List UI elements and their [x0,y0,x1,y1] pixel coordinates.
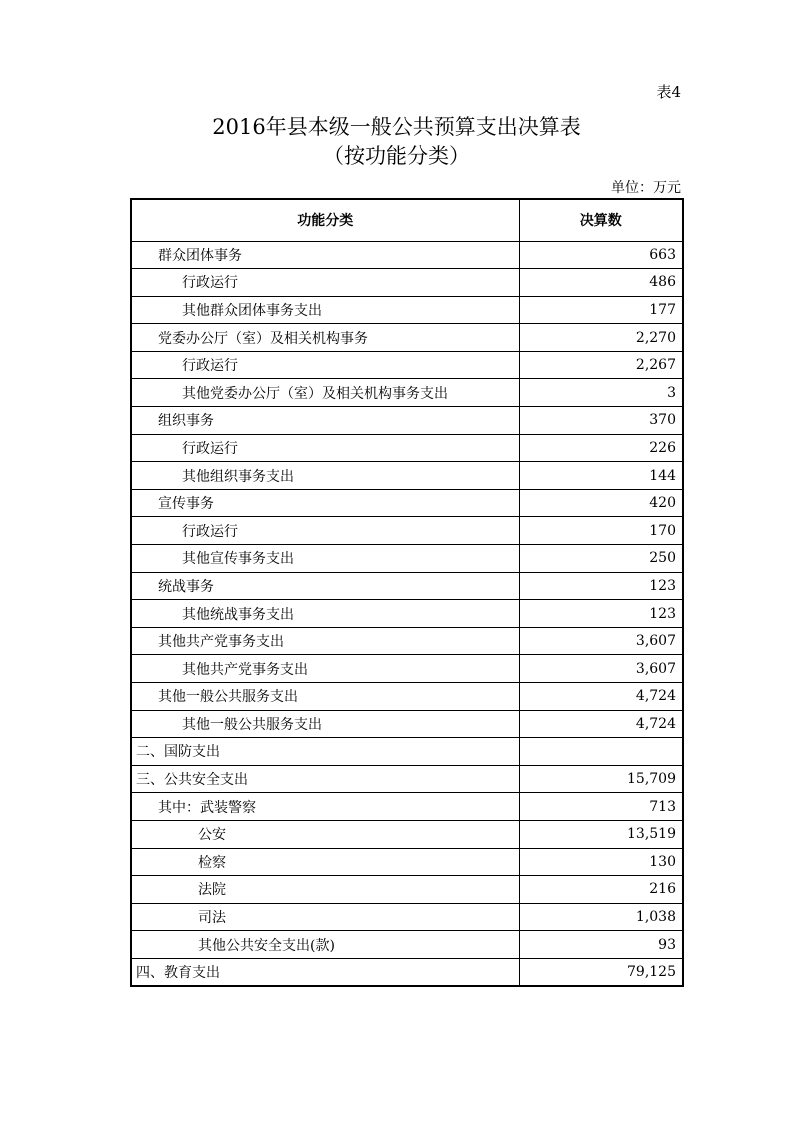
row-category: 行政运行 [131,434,519,462]
table-row [131,241,683,269]
table-row [131,600,683,628]
row-category: 宣传事务 [131,489,519,517]
unit-label: 单位：万元 [611,180,681,196]
table-row [131,793,683,821]
table-row [131,296,683,324]
row-category: 司法 [131,903,519,931]
table-row [131,269,683,297]
row-category: 行政运行 [131,269,519,297]
row-amount: 713 [519,793,683,821]
row-category: 二、国防支出 [131,738,519,766]
table-row [131,517,683,545]
row-category: 统战事务 [131,572,519,600]
row-category: 其中：武装警察 [131,793,519,821]
row-amount: 3,607 [519,627,683,655]
page-subtitle: （按功能分类） [323,144,470,168]
row-amount: 144 [519,462,683,490]
row-amount: 4,724 [519,710,683,738]
row-amount: 420 [519,489,683,517]
row-amount: 123 [519,572,683,600]
row-category: 三、公共安全支出 [131,765,519,793]
table-row [131,572,683,600]
header-amount: 决算数 [519,199,683,241]
row-amount: 4,724 [519,683,683,711]
row-amount: 1,038 [519,903,683,931]
expenditure-table [130,198,684,987]
table-row [131,627,683,655]
row-amount: 15,709 [519,765,683,793]
table-row [131,710,683,738]
row-amount: 170 [519,517,683,545]
page-title: 2016年县本级一般公共预算支出决算表 [212,115,581,139]
row-amount: 93 [519,931,683,959]
row-amount: 3 [519,379,683,407]
table-row [131,489,683,517]
row-category: 其他公共安全支出(款) [131,931,519,959]
row-amount: 130 [519,848,683,876]
row-category: 行政运行 [131,351,519,379]
row-category: 其他共产党事务支出 [131,627,519,655]
table-row [131,683,683,711]
table-body [131,241,683,986]
table-number: 表4 [656,83,681,101]
table-row [131,738,683,766]
table-row [131,324,683,352]
row-category: 其他一般公共服务支出 [131,710,519,738]
row-category: 其他宣传事务支出 [131,545,519,573]
row-amount: 663 [519,241,683,269]
row-category: 其他统战事务支出 [131,600,519,628]
table-row [131,931,683,959]
row-amount: 226 [519,434,683,462]
table-header-row [131,199,683,241]
table-row [131,958,683,986]
table-row [131,545,683,573]
row-category: 其他党委办公厅（室）及相关机构事务支出 [131,379,519,407]
row-amount: 250 [519,545,683,573]
row-amount: 79,125 [519,958,683,986]
row-category: 其他共产党事务支出 [131,655,519,683]
row-category: 公安 [131,820,519,848]
row-category: 群众团体事务 [131,241,519,269]
row-category: 其他一般公共服务支出 [131,683,519,711]
table-row [131,876,683,904]
header-category: 功能分类 [131,199,519,241]
row-amount: 123 [519,600,683,628]
row-category: 党委办公厅（室）及相关机构事务 [131,324,519,352]
table-row [131,462,683,490]
table-row [131,655,683,683]
row-category: 检察 [131,848,519,876]
row-amount: 370 [519,407,683,435]
table-row [131,903,683,931]
row-category: 法院 [131,876,519,904]
row-category: 四、教育支出 [131,958,519,986]
row-category: 其他群众团体事务支出 [131,296,519,324]
row-amount: 2,267 [519,351,683,379]
row-category: 其他组织事务支出 [131,462,519,490]
table-row [131,434,683,462]
row-category: 行政运行 [131,517,519,545]
row-amount [519,738,683,766]
row-category: 组织事务 [131,407,519,435]
table-row [131,351,683,379]
table-row [131,379,683,407]
row-amount: 13,519 [519,820,683,848]
table-row [131,848,683,876]
row-amount: 177 [519,296,683,324]
row-amount: 2,270 [519,324,683,352]
row-amount: 3,607 [519,655,683,683]
row-amount: 216 [519,876,683,904]
row-amount: 486 [519,269,683,297]
table-row [131,765,683,793]
table-row [131,407,683,435]
table-row [131,820,683,848]
